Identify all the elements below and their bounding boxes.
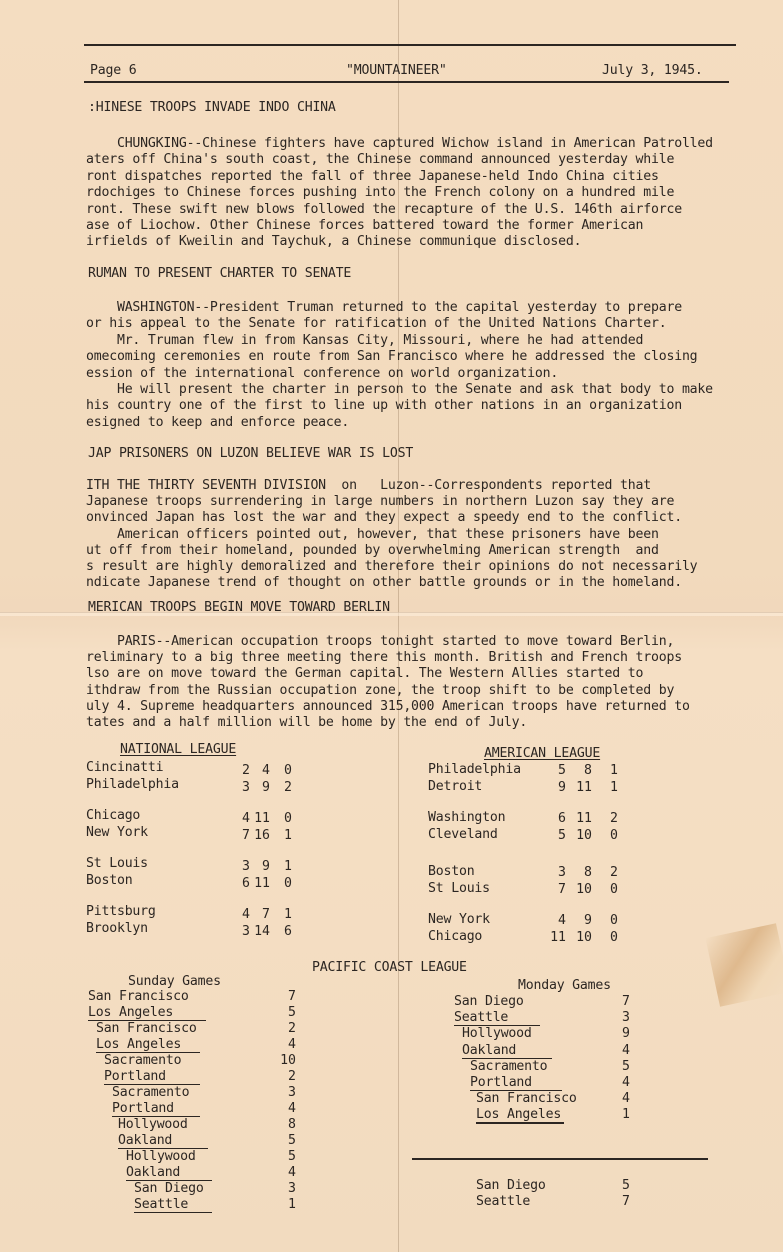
- monday-team: Portland: [470, 1075, 532, 1090]
- sunday-score: 5: [288, 1005, 296, 1020]
- monday-extra-score: 7: [622, 1194, 630, 1209]
- article-headline: :HINESE TROOPS INVADE INDO CHINA: [88, 100, 336, 115]
- monday-score: 3: [622, 1010, 630, 1026]
- monday-score: 1: [622, 1107, 630, 1123]
- article-line: omecoming ceremonies en route from San Francisco where he addressed the closing: [86, 349, 698, 365]
- score-value: 7: [558, 882, 566, 897]
- al-team: Boston: [428, 864, 475, 879]
- sunday-team: Hollywood: [118, 1117, 188, 1132]
- national-league-title: NATIONAL LEAGUE: [120, 742, 237, 757]
- sunday-score: 2: [288, 1021, 296, 1036]
- score-value: 4: [558, 913, 566, 928]
- sunday-team: Los Angeles: [96, 1037, 182, 1052]
- score-value: 14: [254, 924, 270, 939]
- article-line: ront dispatches reported the fall of three Japanese-held Indo China cities: [86, 168, 659, 184]
- sunday-score: 4: [288, 1101, 296, 1116]
- article-headline: RUMAN TO PRESENT CHARTER TO SENATE: [88, 266, 352, 281]
- sunday-games-title: Sunday Games: [128, 974, 221, 989]
- article-line: American officers pointed out, however, that these prisoners have been: [86, 526, 659, 542]
- monday-score: 5: [622, 1058, 630, 1074]
- score-value: 3: [558, 865, 566, 880]
- score-value: 0: [610, 913, 618, 928]
- score-value: 1: [284, 859, 292, 874]
- score-value: 2: [610, 811, 618, 826]
- score-value: 16: [254, 828, 270, 843]
- article-headline: MERICAN TROOPS BEGIN MOVE TOWARD BERLIN: [88, 600, 390, 615]
- sunday-score: 10: [280, 1053, 296, 1068]
- nl-team: Philadelphia: [86, 777, 179, 792]
- paper-name: "MOUNTAINEER": [346, 63, 447, 78]
- sunday-score: 1: [288, 1197, 296, 1212]
- article-line: ITH THE THIRTY SEVENTH DIVISION on Luzon--Correspondents reported that: [86, 478, 651, 493]
- monday-games-title: Monday Games: [518, 978, 611, 993]
- monday-score: 4: [622, 1075, 630, 1090]
- nl-team: Pittsburg: [86, 904, 156, 919]
- score-value: 9: [262, 859, 270, 874]
- score-value: 11: [550, 930, 566, 945]
- score-value: 5: [558, 828, 566, 843]
- article-line: PARIS--American occupation troops tonight started to move toward Berlin,: [86, 634, 675, 649]
- monday-score: 9: [622, 1026, 630, 1042]
- sunday-team: Seattle: [134, 1197, 189, 1212]
- article-line: his country one of the first to line up with other nations in an organization: [86, 398, 682, 414]
- score-value: 9: [558, 780, 566, 795]
- score-value: 2: [242, 763, 250, 778]
- nl-team: Brooklyn: [86, 921, 148, 936]
- score-value: 0: [284, 876, 292, 891]
- page-number: Page 6: [90, 63, 137, 78]
- tape-scrap: [706, 923, 783, 1006]
- score-value: 11: [254, 811, 270, 826]
- nl-team: New York: [86, 825, 148, 840]
- monday-extra-team: Seattle: [476, 1194, 531, 1209]
- score-value: 7: [262, 907, 270, 922]
- score-value: 6: [242, 876, 250, 891]
- article-line: ndicate Japanese trend of thought on other battle grounds or in the homeland.: [86, 575, 682, 591]
- score-value: 0: [610, 882, 618, 897]
- score-value: 0: [284, 811, 292, 826]
- article-line: s result are highly demoralized and therefore their opinions do not necessarily: [86, 559, 698, 574]
- score-value: 2: [284, 780, 292, 795]
- al-team: Philadelphia: [428, 762, 521, 777]
- monday-team: Seattle: [454, 1010, 509, 1026]
- nl-team: Chicago: [86, 808, 141, 823]
- monday-score: 7: [622, 994, 630, 1009]
- score-value: 7: [242, 828, 250, 843]
- monday-team: Los Angeles: [476, 1107, 562, 1123]
- score-value: 1: [284, 907, 292, 922]
- monday-team: Oakland: [462, 1042, 517, 1058]
- article-line: ase of Liochow. Other Chinese forces battered toward the former American: [86, 218, 644, 233]
- article-line: uly 4. Supreme headquarters announced 315,000 American troops have returned to: [86, 698, 690, 714]
- sunday-team: Portland: [112, 1101, 174, 1116]
- header-bottom-rule: [84, 81, 729, 83]
- score-value: 3: [242, 859, 250, 874]
- sunday-score: 5: [288, 1133, 296, 1148]
- sunday-score: 8: [288, 1117, 296, 1132]
- al-team: Detroit: [428, 779, 483, 794]
- nl-team: Cincinatti: [86, 760, 164, 775]
- score-value: 9: [262, 780, 270, 795]
- score-value: 4: [242, 811, 250, 826]
- score-value: 0: [610, 828, 618, 843]
- header-top-rule: [84, 44, 736, 46]
- sunday-score: 3: [288, 1085, 296, 1100]
- score-value: 0: [610, 930, 618, 945]
- score-value: 11: [254, 876, 270, 891]
- article-line: or his appeal to the Senate for ratification of the United Nations Charter.: [86, 316, 667, 332]
- monday-team: San Francisco: [476, 1091, 577, 1107]
- american-league-title: AMERICAN LEAGUE: [484, 746, 601, 761]
- pacific-coast-league-title: PACIFIC COAST LEAGUE: [312, 960, 467, 975]
- score-value: 11: [576, 780, 592, 795]
- sunday-team: San Francisco: [88, 989, 189, 1004]
- score-value: 3: [242, 780, 250, 795]
- score-value: 3: [242, 924, 250, 939]
- sunday-team: Hollywood: [126, 1149, 196, 1164]
- sunday-team: Oakland: [118, 1133, 173, 1148]
- sunday-team: San Diego: [134, 1181, 204, 1196]
- issue-date: July 3, 1945.: [602, 63, 703, 78]
- sunday-team: Oakland: [126, 1165, 181, 1180]
- sunday-team: Portland: [104, 1069, 166, 1084]
- nl-team: St Louis: [86, 856, 148, 871]
- score-value: 8: [584, 763, 592, 778]
- score-value: 9: [584, 913, 592, 928]
- article-line: tates and a half million will be home by the end of July.: [86, 715, 528, 730]
- article-line: ut off from their homeland, pounded by overwhelming American strength and: [86, 542, 659, 558]
- monday-extra-team: San Diego: [476, 1178, 546, 1193]
- article-line: ront. These swift new blows followed the recapture of the U.S. 146th airforce: [86, 201, 682, 217]
- sunday-team: Sacramento: [112, 1085, 190, 1100]
- nl-team: Boston: [86, 873, 133, 888]
- article-line: aters off China's south coast, the Chinese command announced yesterday while: [86, 152, 675, 168]
- score-value: 10: [576, 828, 592, 843]
- score-value: 11: [576, 811, 592, 826]
- monday-team: Sacramento: [470, 1058, 548, 1074]
- sunday-score: 3: [288, 1181, 296, 1196]
- article-line: Japanese troops surrendering in large numbers in northern Luzon say they are: [86, 494, 675, 510]
- article-line: irfields of Kweilin and Taychuk, a Chinese communique disclosed.: [86, 234, 582, 250]
- sunday-score: 5: [288, 1149, 296, 1164]
- score-value: 8: [584, 865, 592, 880]
- article-line: reliminary to a big three meeting there this month. British and French troops: [86, 650, 682, 666]
- article-headline: JAP PRISONERS ON LUZON BELIEVE WAR IS LOST: [88, 446, 414, 461]
- article-line: ession of the international conference on world organization.: [86, 365, 559, 381]
- score-value: 4: [262, 763, 270, 778]
- score-value: 4: [242, 907, 250, 922]
- score-value: 6: [558, 811, 566, 826]
- al-team: New York: [428, 912, 490, 927]
- monday-extra-score: 5: [622, 1178, 630, 1193]
- al-team: Chicago: [428, 929, 483, 944]
- score-value: 10: [576, 930, 592, 945]
- monday-team: San Diego: [454, 994, 524, 1009]
- article-line: rdochiges to Chinese forces pushing into the French colony on a hundred mile: [86, 185, 675, 201]
- score-value: 1: [610, 780, 618, 795]
- score-value: 1: [284, 828, 292, 843]
- article-line: He will present the charter in person to the Senate and ask that body to make: [86, 382, 713, 397]
- monday-score: 4: [622, 1042, 630, 1058]
- score-value: 10: [576, 882, 592, 897]
- al-team: Washington: [428, 810, 506, 825]
- article-line: CHUNGKING--Chinese fighters have captured Wichow island in American Patrolled: [86, 136, 713, 151]
- article-line: ithdraw from the Russian occupation zone, the troop shift to be completed by: [86, 682, 675, 698]
- monday-team: Hollywood: [462, 1026, 532, 1042]
- sunday-score: 2: [288, 1069, 296, 1084]
- score-value: 5: [558, 763, 566, 778]
- sunday-team: San Francisco: [96, 1021, 197, 1036]
- sunday-team: Los Angeles: [88, 1005, 174, 1020]
- article-line: esigned to keep and enforce peace.: [86, 414, 350, 430]
- monday-separator: [412, 1158, 708, 1160]
- score-value: 2: [610, 865, 618, 880]
- article-line: lso are on move toward the German capital. The Western Allies started to: [86, 666, 644, 682]
- score-value: 0: [284, 763, 292, 778]
- score-value: 1: [610, 763, 618, 778]
- sunday-score: 4: [288, 1165, 296, 1180]
- game-divider: [476, 1122, 564, 1123]
- al-team: Cleveland: [428, 827, 498, 842]
- article-line: WASHINGTON--President Truman returned to the capital yesterday to prepare: [86, 300, 682, 315]
- sunday-team: Sacramento: [104, 1053, 182, 1068]
- article-line: Mr. Truman flew in from Kansas City, Missouri, where he had attended: [86, 332, 644, 348]
- game-divider: [134, 1212, 212, 1213]
- article-line: onvinced Japan has lost the war and they expect a speedy end to the conflict.: [86, 510, 682, 526]
- monday-score: 4: [622, 1091, 630, 1107]
- sunday-score: 7: [288, 989, 296, 1004]
- score-value: 6: [284, 924, 292, 939]
- al-team: St Louis: [428, 881, 490, 896]
- sunday-score: 4: [288, 1037, 296, 1052]
